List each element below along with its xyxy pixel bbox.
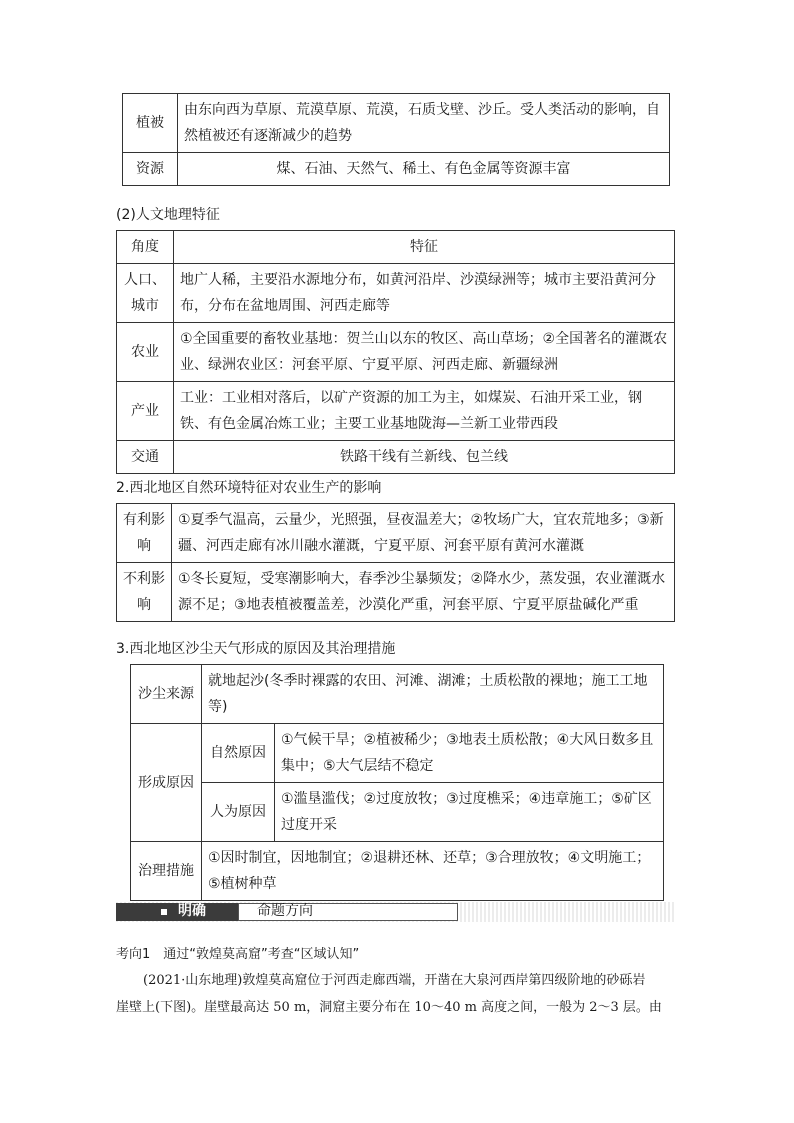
square-bullet-icon xyxy=(161,909,167,915)
row-text-vegetation: 由东向西为草原、荒漠草原、荒漠，石质戈壁、沙丘。受人类活动的影响，自然植被还有逐渐减少的趋势 xyxy=(178,94,670,153)
row-label-favorable: 有利影响 xyxy=(117,504,172,563)
row-text-industry: 工业：工业相对落后，以矿产资源的加工为主，如煤炭、石油开采工业，钢铁、有色金属冶炼工业；主要工业基地陇海—兰新工业带西段 xyxy=(174,382,675,441)
row-text-agriculture: ①全国重要的畜牧业基地：贺兰山以东的牧区、高山草场；②全国著名的灌溉农业、绿洲农业区：河套平原、宁夏平原、河西走廊、新疆绿洲 xyxy=(174,323,675,382)
row-label-natural-causes: 自然原因 xyxy=(202,724,275,783)
row-label-population: 人口、城市 xyxy=(117,264,174,323)
human-geography-heading: (2)人文地理特征 xyxy=(116,207,220,223)
row-text-favorable: ①夏季气温高，云量少，光照强，昼夜温差大；②牧场广大，宜农荒地多；③新疆、河西走廊有冰川融水灌溉，宁夏平原、河套平原有黄河水灌溉 xyxy=(172,504,675,563)
table-row xyxy=(123,94,670,153)
row-label-agriculture: 农业 xyxy=(117,323,174,382)
col-header-feature: 特征 xyxy=(174,231,675,264)
table-row xyxy=(117,323,675,382)
table-row xyxy=(131,783,664,842)
banner-label: 命题方向 xyxy=(257,903,313,919)
row-text-unfavorable: ①冬长夏短，受寒潮影响大，春季沙尘暴频发；②降水少，蒸发强，农业灌溉水源不足；③地表植被覆盖差，沙漠化严重，河套平原、宁夏平原盐碱化严重 xyxy=(172,563,675,622)
row-text-population: 地广人稀，主要沿水源地分布，如黄河沿岸、沙漠绿洲等；城市主要沿黄河分布，分布在盆地周围、河西走廊等 xyxy=(174,264,675,323)
row-label-unfavorable: 不利影响 xyxy=(117,563,172,622)
table-row xyxy=(131,842,664,901)
row-label-dust-source: 沙尘来源 xyxy=(131,665,202,724)
table-row xyxy=(117,563,675,622)
question-line-1: (2021·山东地理)敦煌莫高窟位于河西走廊西端，开凿在大泉河西岸第四级阶地的砂砾岩 xyxy=(143,973,646,988)
kaoxiang-heading: 考向1 通过“敦煌莫高窟”考查“区域认知” xyxy=(116,947,360,962)
question-line-2: 崖壁上(下图)。崖壁最高达 50 m，洞窟主要分布在 10～40 m 高度之间，一般为 2～3 层。由 xyxy=(116,1000,662,1015)
table-row xyxy=(131,724,664,783)
row-label-resources: 资源 xyxy=(123,153,178,186)
human-geography-table xyxy=(116,230,675,474)
banner-dark-block xyxy=(116,903,238,921)
table-row xyxy=(117,264,675,323)
row-label-causes: 形成原因 xyxy=(131,724,202,842)
row-text-resources: 煤、石油、天然气、稀土、有色金属等资源丰富 xyxy=(178,153,670,186)
banner-bold-label: 明确 xyxy=(178,903,206,919)
table-row xyxy=(117,382,675,441)
table-row xyxy=(131,665,664,724)
dust-weather-table xyxy=(130,664,664,901)
row-text-natural-causes: ①气候干旱；②植被稀少；③地表土质松散；④大风日数多且集中；⑤大气层结不稳定 xyxy=(275,724,664,783)
agriculture-impact-table xyxy=(116,503,675,622)
row-text-transport: 铁路干线有兰新线、包兰线 xyxy=(174,441,675,474)
row-label-transport: 交通 xyxy=(117,441,174,474)
table-row xyxy=(117,441,675,474)
table-row xyxy=(123,153,670,186)
row-text-measures: ①因时制宜，因地制宜；②退耕还林、还草；③合理放牧；④文明施工；⑤植树种草 xyxy=(202,842,664,901)
row-label-measures: 治理措施 xyxy=(131,842,202,901)
dust-weather-heading: 3.西北地区沙尘天气形成的原因及其治理措施 xyxy=(116,641,396,657)
row-label-human-causes: 人为原因 xyxy=(202,783,275,842)
table-header-row xyxy=(117,231,675,264)
table-row xyxy=(117,504,675,563)
agriculture-impact-heading: 2.西北地区自然环境特征对农业生产的影响 xyxy=(116,480,382,496)
col-header-aspect: 角度 xyxy=(117,231,174,264)
row-text-human-causes: ①滥垦滥伐；②过度放牧；③过度樵采；④违章施工；⑤矿区过度开采 xyxy=(275,783,664,842)
section-banner xyxy=(116,902,676,922)
natural-features-table-continued xyxy=(122,93,670,186)
row-text-dust-source: 就地起沙(冬季时裸露的农田、河滩、湖滩；土质松散的裸地；施工工地等) xyxy=(202,665,664,724)
row-label-vegetation: 植被 xyxy=(123,94,178,153)
row-label-industry: 产业 xyxy=(117,382,174,441)
